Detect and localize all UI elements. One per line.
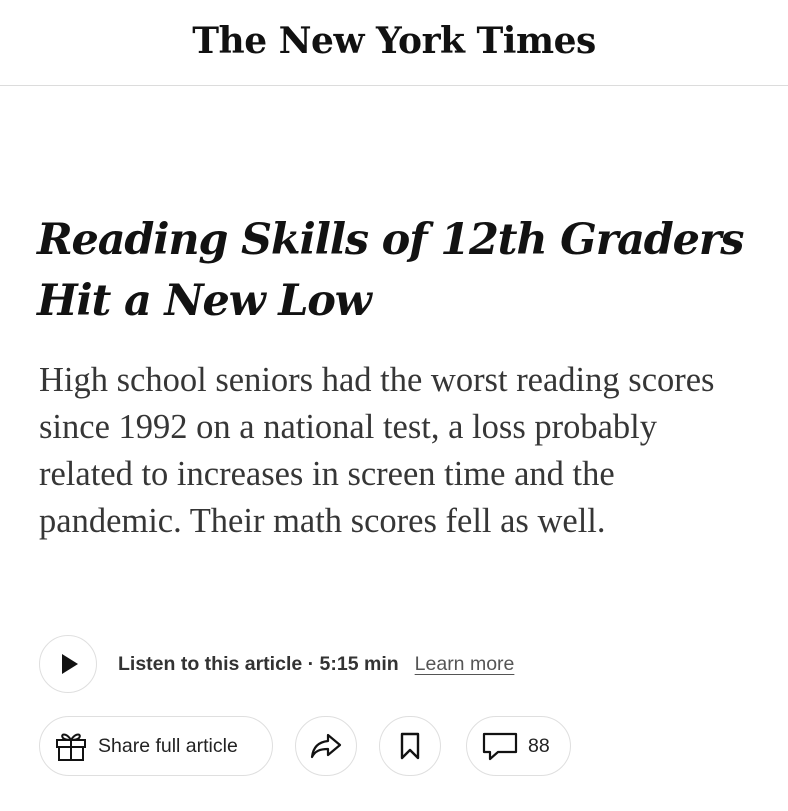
learn-more-link[interactable]: Learn more <box>414 652 515 675</box>
article-actions <box>39 715 571 777</box>
comments-count: 88 <box>528 734 550 757</box>
nyt-logo[interactable]: The New York Times <box>192 19 596 62</box>
play-button[interactable] <box>39 635 97 693</box>
article-headline: Reading Skills of 12th Graders Hit a New Low <box>37 215 744 326</box>
article-summary: High school seniors had the worst reading scores since 1992 on a national test, a loss probably related to increases in screen time and the pandemic. Their math scores fell as well. <box>39 361 715 540</box>
comment-icon <box>481 730 519 762</box>
comments-button[interactable] <box>466 716 571 776</box>
share-full-article-button[interactable] <box>39 716 273 776</box>
listen-label[interactable]: Listen to this article · 5:15 min <box>118 652 399 675</box>
audio-player <box>39 633 514 695</box>
share-label: Share full article <box>98 734 238 757</box>
bookmark-icon <box>398 731 422 761</box>
save-bookmark-button[interactable] <box>379 716 441 776</box>
share-arrow-icon <box>309 731 343 761</box>
play-icon <box>62 654 78 674</box>
share-button[interactable] <box>295 716 357 776</box>
masthead <box>0 0 788 86</box>
gift-icon <box>54 729 88 763</box>
